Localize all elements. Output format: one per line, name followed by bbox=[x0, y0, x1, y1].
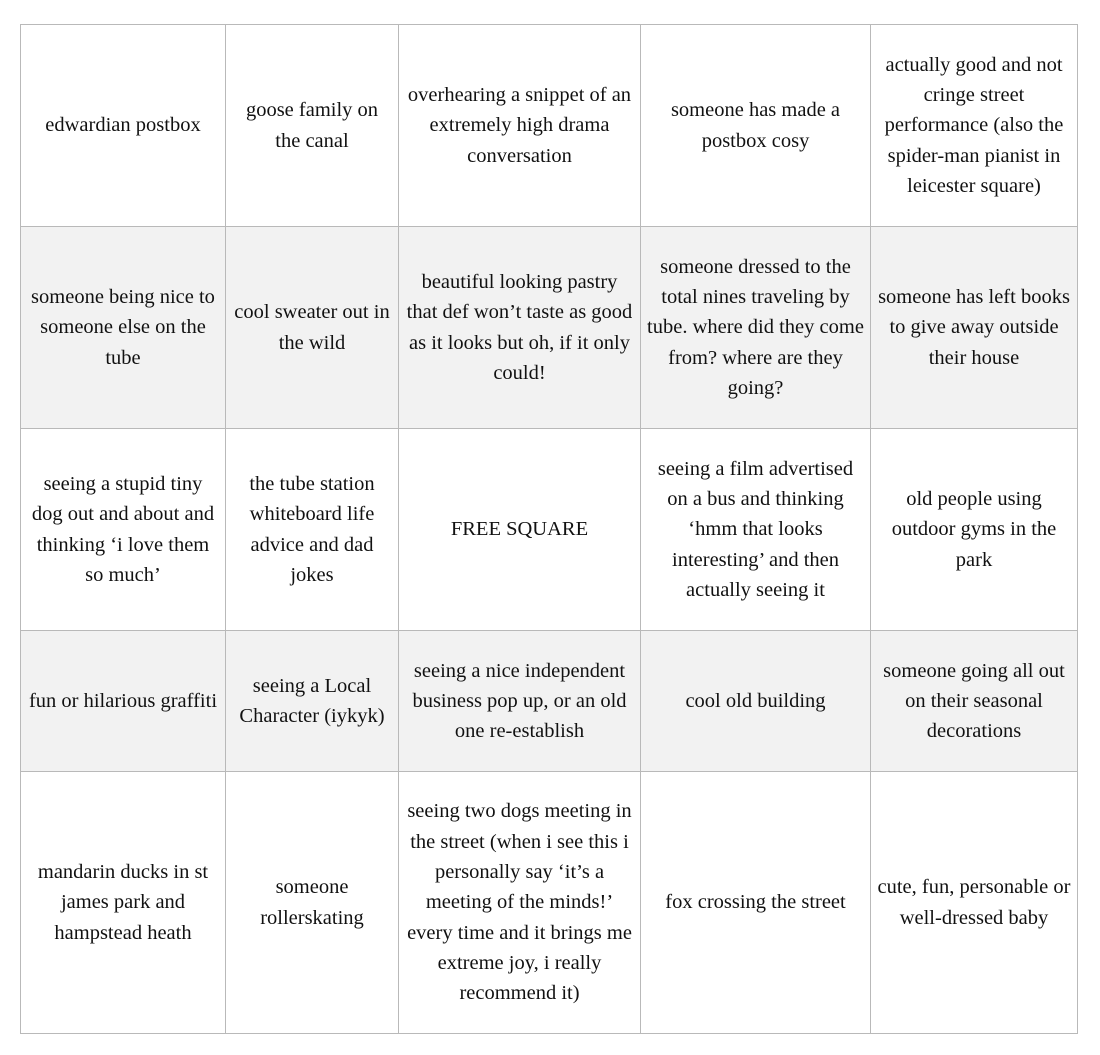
bingo-cell-r5c3: seeing two dogs meeting in the street (when i see this i personally say ‘it’s a meeting of the minds!’ every time and it brings me extreme joy, i really recommend it) bbox=[399, 772, 641, 1034]
bingo-cell-r2c3: beautiful looking pastry that def won’t taste as good as it looks but oh, if it only could! bbox=[399, 227, 641, 429]
bingo-cell-r5c1: mandarin ducks in st james park and hampstead heath bbox=[21, 772, 226, 1034]
bingo-cell-r5c4: fox crossing the street bbox=[641, 772, 871, 1034]
bingo-cell-r3c4: seeing a film advertised on a bus and thinking ‘hmm that looks interesting’ and then actually seeing it bbox=[641, 429, 871, 631]
bingo-cell-r1c2: goose family on the canal bbox=[226, 25, 399, 227]
bingo-row-2 bbox=[21, 227, 1078, 429]
bingo-cell-r1c1: edwardian postbox bbox=[21, 25, 226, 227]
bingo-cell-r1c5: actually good and not cringe street performance (also the spider-man pianist in leicester square) bbox=[871, 25, 1078, 227]
bingo-row-1 bbox=[21, 25, 1078, 227]
bingo-cell-r3c2: the tube station whiteboard life advice and dad jokes bbox=[226, 429, 399, 631]
bingo-grid bbox=[20, 24, 1078, 1034]
free-square-cell: FREE SQUARE bbox=[399, 429, 641, 631]
bingo-row-5 bbox=[21, 772, 1078, 1034]
bingo-cell-r2c4: someone dressed to the total nines traveling by tube. where did they come from? where are they going? bbox=[641, 227, 871, 429]
bingo-cell-r4c2: seeing a Local Character (iykyk) bbox=[226, 631, 399, 772]
bingo-cell-r3c5: old people using outdoor gyms in the park bbox=[871, 429, 1078, 631]
bingo-cell-r2c2: cool sweater out in the wild bbox=[226, 227, 399, 429]
bingo-cell-r2c5: someone has left books to give away outside their house bbox=[871, 227, 1078, 429]
bingo-cell-r4c4: cool old building bbox=[641, 631, 871, 772]
bingo-cell-r4c5: someone going all out on their seasonal decorations bbox=[871, 631, 1078, 772]
bingo-cell-r1c3: overhearing a snippet of an extremely high drama conversation bbox=[399, 25, 641, 227]
bingo-cell-r4c3: seeing a nice independent business pop up, or an old one re-establish bbox=[399, 631, 641, 772]
bingo-cell-r4c1: fun or hilarious graffiti bbox=[21, 631, 226, 772]
bingo-cell-r2c1: someone being nice to someone else on the tube bbox=[21, 227, 226, 429]
bingo-cell-r5c2: someone rollerskating bbox=[226, 772, 399, 1034]
bingo-cell-r1c4: someone has made a postbox cosy bbox=[641, 25, 871, 227]
bingo-row-4 bbox=[21, 631, 1078, 772]
bingo-cell-r3c1: seeing a stupid tiny dog out and about and thinking ‘i love them so much’ bbox=[21, 429, 226, 631]
bingo-row-3 bbox=[21, 429, 1078, 631]
bingo-cell-r5c5: cute, fun, personable or well-dressed baby bbox=[871, 772, 1078, 1034]
